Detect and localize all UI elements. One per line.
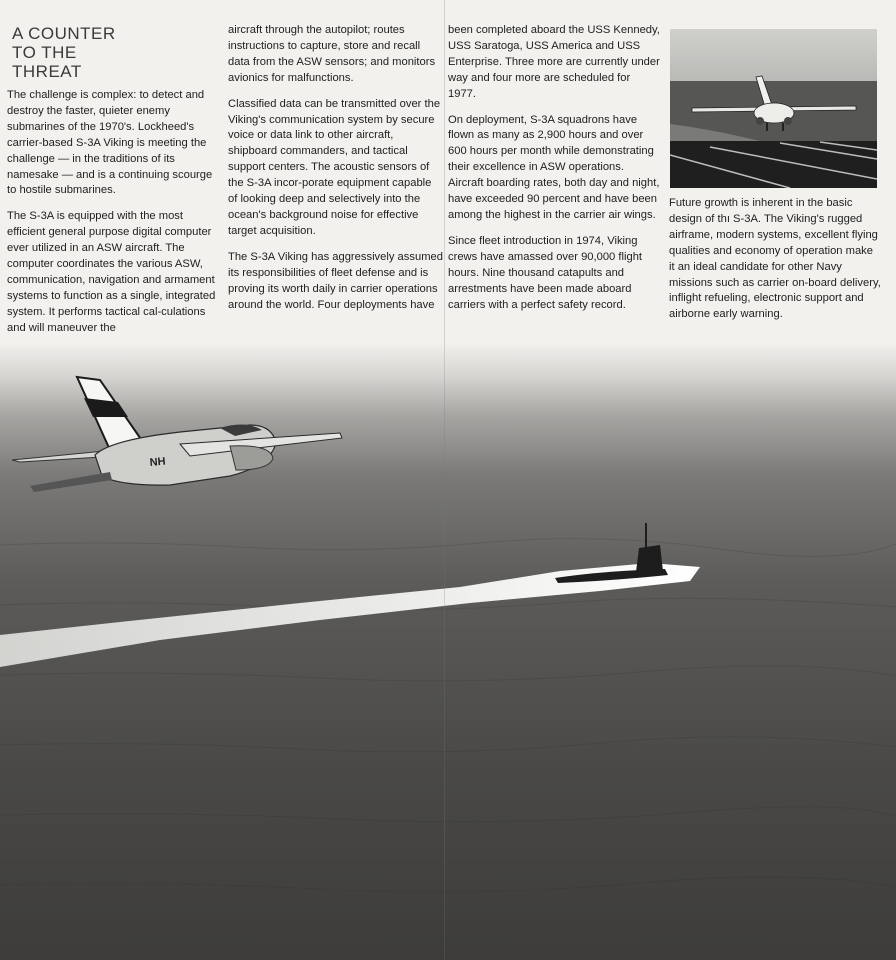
paragraph: The challenge is complex: to detect and destroy the faster, quieter enemy submarines of the 1970's. Lockheed's carrier-based S-3A Viking is meeting the challenge — in the traditions of its namesake — and is a continuing scourge to hostile submarines. [7,89,213,197]
carrier-landing-scene [670,29,877,188]
heading-line-3: THREAT [12,62,82,81]
heading-line-2: TO THE [12,43,77,62]
text-column-3 [448,23,660,323]
paragraph: The S-3A is equipped with the most efficient general purpose digital computer ever utilized in an ASW aircraft. The computer coordinates the various ASW, communication, navigation and armament systems to function as a single, integrated system. It performs tactical cal-culations and will maneuver the [7,210,216,334]
paragraph: aircraft through the autopilot; routes instructions to capture, store and recall data from the ASW sensors; and monitors avionics for malfunctions. [228,24,436,84]
paragraph: The S-3A Viking has aggressively assumed its responsibilities of fleet defense and is proving its worth daily in carrier operations around the world. Four deployments have [228,250,443,311]
paragraph: Since fleet introduction in 1974, Viking crews have amassed over 90,000 flight hours. Nine thousand catapults and arrestments have been made aboard carriers with a perfect safety record. [448,234,643,311]
section-heading [12,24,212,81]
carrier-landing-photo [670,29,877,188]
text-column-2 [228,23,443,323]
paragraph: On deployment, S-3A squadrons have flown as many as 2,900 hours and over 600 hours per month while demonstrating their excellence in ASW operations. Aircraft boarding rates, both day and night, have exceeded 90 percent and have been among the highest in the carrier air wings. [448,113,660,221]
aircraft-marking: NH [149,455,167,469]
paragraph: Classified data can be transmitted over the Viking's communication system by secure voice or data link to other aircraft, shipboard commanders, and tactical support centers. The acoustic sensors of the S-3A incor-porate equipment capable of looking deep and selectively into the ocean's background noise for effective target acquisition. [228,97,441,237]
heading-line-1: A COUNTER [12,24,116,43]
text-column-1 [7,88,217,347]
s3a-aircraft [12,377,342,492]
sea-photograph [0,345,896,960]
paragraph: Future growth is inherent in the basic design of thı S-3A. The Viking's rugged airframe, modern systems, excellent flying qualities and economy of operation make it an ideal candidate for other Navy missions such as carrier on-board delivery, inflight refueling, electronic support and airborne early warning. [669,197,881,321]
paragraph: been completed aboard the USS Kennedy, USS Saratoga, USS America and USS Enterprise. Three more are currently under way and four more are scheduled for 1977. [448,24,660,100]
text-column-4 [669,196,881,333]
page-fold [444,0,445,960]
sea-scene [0,345,896,960]
